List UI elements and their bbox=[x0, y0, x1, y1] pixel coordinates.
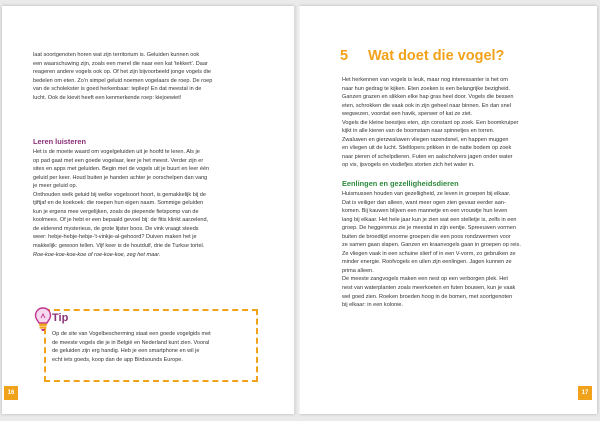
text-line: groep. De heggenmus zie je meestal in zijn eentje. Spreeuwen vormen bbox=[342, 225, 516, 232]
text-line: Het is de moeite waard om vogelgeluiden uit je hoofd te leren. Als je bbox=[33, 149, 200, 155]
text-line: Zwaluwen en gierzwaluwen vliegen razendsnel, en happen muggen bbox=[342, 136, 509, 143]
right-section-paragraph bbox=[342, 190, 582, 310]
right-intro-paragraph bbox=[342, 76, 582, 170]
text-line: naar pieren of schelpdieren. Futen en aalscholvers jagen onder water bbox=[342, 153, 513, 160]
text-line: lang bij elkaar. Het hele jaar kun je zien wat een stelletje is, zelfs in een bbox=[342, 216, 517, 223]
tip-text bbox=[52, 330, 252, 364]
text-line: bij elkaar: in een kolonie. bbox=[342, 302, 404, 309]
left-intro-paragraph bbox=[33, 51, 273, 102]
text-line: nest van waterplanten zoals meerkoeten en futen bouwen, kun je vaak bbox=[342, 285, 516, 292]
text-line: je meer geluid op. bbox=[33, 183, 78, 190]
text-line: bedelen om eten. Zo'n simpel geluid noemen vogelaars de roep. De roep bbox=[33, 77, 213, 84]
text-line: prima alleen. bbox=[342, 267, 374, 274]
text-line: De meeste zangvogels maken een nest op een verborgen plek. Het bbox=[342, 276, 508, 283]
text-line: ze samen gaan slapen. Ganzen en kraanvogels gaan in groepen op reis. bbox=[342, 242, 521, 249]
text-line: Het herkennen van vogels is leuk, maar nog interessanter is het om bbox=[342, 77, 508, 83]
chapter-title bbox=[340, 48, 504, 64]
text-line: laat soortgenoten horen wat zijn territorium is. Geluiden kunnen ook bbox=[33, 52, 200, 58]
text-line: Ganzen grazen en slikken elke hap gras heel door. Vogels die bessen bbox=[342, 94, 514, 101]
book-gutter bbox=[294, 6, 300, 414]
text-line: een waarschuwing zijn, zoals een merel die naar een kat 'tekkert'. Daar bbox=[33, 60, 208, 67]
text-line: eten, schrokken die vaak ook in zijn geheel naar binnen. En dan snel bbox=[342, 102, 511, 109]
chapter-number: 5 bbox=[340, 48, 349, 64]
text-line: van de scholekster is goed herkenbaar: tepliep! En dat meestal in de bbox=[33, 86, 202, 93]
text-line: lucht. Ook de kievit heeft een kenmerkende roep: kiejoewiet! bbox=[33, 94, 182, 101]
text-line: de meeste vogels die je in België en Nederland kunt zien. Vooral bbox=[52, 339, 210, 346]
text-line: Dat is veiliger dan alleen, want meer ogen zien gevaar eerder aan- bbox=[342, 199, 506, 206]
text-line: naar hun gedrag te kijken. Eten zoeken is een belangrijke bezigheid. bbox=[342, 85, 511, 92]
text-line: buiten de broedtijd enorme groepen die een poos rondzwermen voor bbox=[342, 233, 511, 240]
text-line: sites en apps met geluiden. Begin met de vogels uit je buurt en leer één bbox=[33, 166, 210, 173]
text-line: koolmees. Of je hebt er een bepaald gevoel bij: de fitis klinkt aarzelend, bbox=[33, 217, 209, 224]
text-line: weer: hebje-hebje-hebje-'t-vinkje-al-gehoord? Duiven maken het je bbox=[33, 234, 197, 241]
text-line: Huismussen houden van gezelligheid, ze leven in groepen bij elkaar. bbox=[342, 191, 511, 197]
chapter-title-text: Wat doet die vogel? bbox=[368, 48, 505, 64]
page-number-left: 16 bbox=[4, 386, 18, 400]
text-line: op pad gaat met een goede vogelaar, leer je het meest. Verder zijn er bbox=[33, 157, 204, 164]
page-number-right: 17 bbox=[578, 386, 592, 400]
text-line: minder energie. Roofvogels en uilen zijn eenlingen. Jagen kunnen ze bbox=[342, 259, 512, 266]
text-line: tjiftjaf en de koekoek: die roepen hun eigen naam. Sommige geluiden bbox=[33, 200, 204, 207]
text-line: Roe-koe-koe-koe-koe of roe-koe-koe, zeg het maar. bbox=[33, 251, 161, 258]
text-line: makkelijk: gewoon tellen. Vijf keer is de houtduif, drie de Turkse tortel. bbox=[33, 243, 205, 250]
text-line: kun je ergens mee vergelijken, zoals de piepende fietspomp van de bbox=[33, 208, 199, 215]
text-line: kijkt in alle kieren van de boomstam naar spinnetjes en torren. bbox=[342, 128, 495, 135]
text-line: Vogels die kleine beestjes eten, zijn constant op zoek. Een boomkruiper bbox=[342, 119, 519, 126]
text-line: Onthouden welk geluid bij welke vogelsoort hoort, is gemakkelijk bij de bbox=[33, 191, 206, 198]
section-heading-leren-luisteren: Leren luisteren bbox=[33, 137, 86, 146]
text-line: geluid per keer. Houd buiten je handen achter je oorschelpen dan vang bbox=[33, 174, 208, 181]
text-line: wegwezen, voordat een havik, sperwer of kat ze ziet. bbox=[342, 111, 473, 118]
text-line: wel goed zien. Roeken broeden hoog in de bomen, met soortgenoten bbox=[342, 293, 513, 300]
text-line: reageren andere vogels ook op. Of het zijn bijvoorbeeld jonge vogels die bbox=[33, 69, 211, 76]
text-line: de geluiden zijn erg handig. Heb je een smartphone en wil je bbox=[52, 348, 200, 354]
left-section-paragraph bbox=[33, 148, 273, 259]
text-line: echt iets goeds, koop dan de app Birdsounds Europe. bbox=[52, 356, 183, 363]
text-line: Ze vliegen vaak in een schuine slierf of in een V-vorm, zo gebruiken ze bbox=[342, 250, 516, 257]
section-heading-eenlingen: Eenlingen en gezelligheidsdieren bbox=[342, 179, 459, 188]
text-line: de eiderend mysterieus, de grote lijster boos. De vink vraagt steeds bbox=[33, 225, 199, 232]
text-line: en vliegen uit de lucht. Steltlopers prikken in de natte bodem op zoek bbox=[342, 145, 512, 152]
tip-title: Tip bbox=[52, 312, 69, 324]
lightbulb-icon bbox=[34, 306, 52, 332]
text-line: komen. Bij kauwen blijven een mannetje en een vrouwtje hun leven bbox=[342, 208, 508, 215]
text-line: Op de site van Vogelbescherming staat een goede vogelgids met bbox=[52, 331, 211, 337]
text-line: op vis, ijsvogels en visdiefjes storten zich het water in. bbox=[342, 162, 475, 169]
